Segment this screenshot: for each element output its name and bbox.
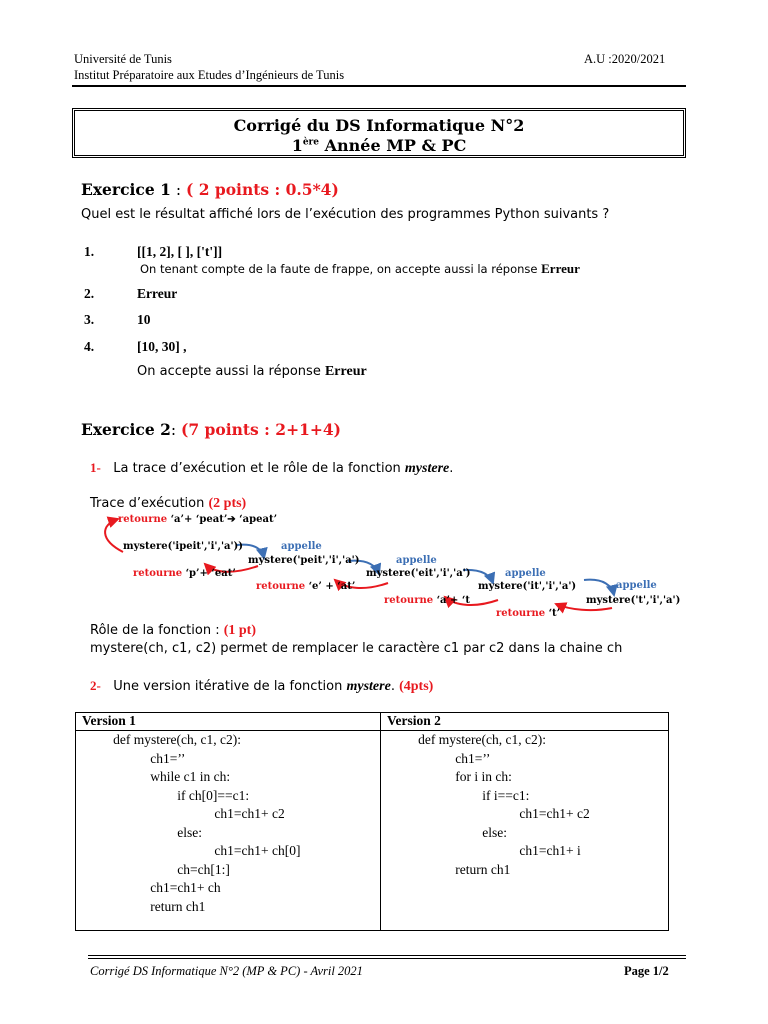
trace-call-4: mystere('it','i','a') bbox=[478, 581, 577, 592]
code-line: if i==c1: bbox=[381, 787, 530, 803]
title-line-1: Corrigé du DS Informatique N°2 bbox=[233, 116, 525, 135]
ex2-q1: 1- La trace d’exécution et le rôle de la fonction mystere. bbox=[90, 460, 454, 476]
trace-return-1: retourne ‘p’+ ‘eat’ bbox=[133, 568, 236, 579]
code-line: ch1=ch1+ ch[0] bbox=[76, 843, 301, 858]
ex1-item-4-num: 4. bbox=[84, 339, 95, 354]
trace-call-1: mystere('ipeit','i','a')) bbox=[123, 541, 244, 552]
version-1-code bbox=[76, 731, 381, 931]
code-line: ch=ch[1:] bbox=[76, 861, 230, 877]
ex1-item-1-num: 1. bbox=[84, 244, 95, 259]
call-arrow-4 bbox=[584, 580, 614, 595]
trace-return-4: retourne ‘t’ bbox=[496, 608, 561, 619]
ex1-item-1-answer: [[1, 2], [ ], ['t']] bbox=[137, 244, 223, 259]
academic-year: A.U :2020/2021 bbox=[584, 52, 666, 66]
code-line: return ch1 bbox=[76, 898, 206, 914]
code-line: ch1=’’ bbox=[76, 750, 186, 766]
footer-divider-1 bbox=[88, 955, 686, 956]
code-line: def mystere(ch, c1, c2): bbox=[76, 732, 241, 747]
trace-appelle-4: appelle bbox=[616, 580, 657, 591]
ex1-item-3-num: 3. bbox=[84, 312, 95, 327]
ex2-heading: Exercice 2: (7 points : 2+1+4) bbox=[81, 420, 341, 439]
code-line: ch1=ch1+ i bbox=[381, 843, 581, 858]
footer-text: Corrigé DS Informatique N°2 (MP & PC) - Avril 2021 bbox=[90, 964, 363, 978]
university-name: Université de Tunis bbox=[74, 52, 172, 66]
code-line: for i in ch: bbox=[381, 769, 512, 784]
code-line: ch1=ch1+ c2 bbox=[76, 806, 285, 821]
trace-return-0: retourne ‘a’+ ‘peat’➔ ‘apeat’ bbox=[118, 514, 278, 525]
ex1-item-4-note: On accepte aussi la réponse Erreur bbox=[137, 364, 367, 379]
ex1-item-2-num: 2. bbox=[84, 286, 95, 301]
ex1-item-3-answer: 10 bbox=[137, 312, 151, 327]
trace-appelle-3: appelle bbox=[505, 568, 546, 579]
code-line: def mystere(ch, c1, c2): bbox=[381, 732, 546, 747]
trace-return-2: retourne ‘e’ + ‘at’ bbox=[256, 581, 356, 592]
trace-call-5: mystere('t','i','a') bbox=[586, 595, 681, 606]
ex1-item-2-answer: Erreur bbox=[137, 286, 178, 301]
trace-appelle-2: appelle bbox=[396, 555, 437, 566]
code-line: if ch[0]==c1: bbox=[76, 787, 250, 803]
version-2-header: Version 2 bbox=[381, 713, 669, 731]
code-line: ch1=’’ bbox=[381, 750, 491, 766]
trace-call-2: mystere('peit','i','a') bbox=[248, 555, 360, 566]
ex1-heading: Exercice 1 : ( 2 points : 0.5*4) bbox=[81, 180, 339, 199]
code-line: while c1 in ch: bbox=[76, 769, 231, 784]
version-2-code bbox=[381, 731, 669, 931]
role-text: mystere(ch, c1, c2) permet de remplacer le caractère c1 par c2 dans la chaine ch bbox=[90, 641, 623, 656]
trace-label: Trace d’exécution (2 pts) bbox=[90, 496, 247, 511]
trace-appelle-1: appelle bbox=[281, 541, 322, 552]
version-1-header: Version 1 bbox=[76, 713, 381, 731]
title-line-2: 1ère Année MP & PC bbox=[291, 136, 467, 155]
code-table bbox=[75, 712, 669, 931]
ex2-q2: 2- Une version itérative de la fonction mystere. (4pts) bbox=[90, 678, 434, 694]
ex1-item-1-note: On tenant compte de la faute de frappe, on accepte aussi la réponse Erreur bbox=[140, 261, 580, 276]
page-number: Page 1/2 bbox=[624, 964, 669, 978]
trace-call-3: mystere('eit','i','a') bbox=[366, 568, 471, 579]
code-line: return ch1 bbox=[381, 861, 511, 877]
trace-return-3: retourne ‘a’+ ‘t bbox=[384, 595, 470, 606]
code-line: else: bbox=[76, 824, 202, 840]
ex1-item-4-answer: [10, 30] , bbox=[137, 339, 187, 354]
code-line: ch1=ch1+ ch bbox=[76, 880, 221, 895]
ex1-question: Quel est le résultat affiché lors de l’exécution des programmes Python suivants ? bbox=[81, 207, 610, 222]
code-line: else: bbox=[381, 824, 507, 840]
institute-name: Institut Préparatoire aux Etudes d’Ingénieurs de Tunis bbox=[74, 68, 345, 82]
code-line: ch1=ch1+ c2 bbox=[381, 806, 590, 821]
role-label: Rôle de la fonction : (1 pt) bbox=[90, 623, 256, 638]
footer-divider-2 bbox=[88, 958, 686, 959]
